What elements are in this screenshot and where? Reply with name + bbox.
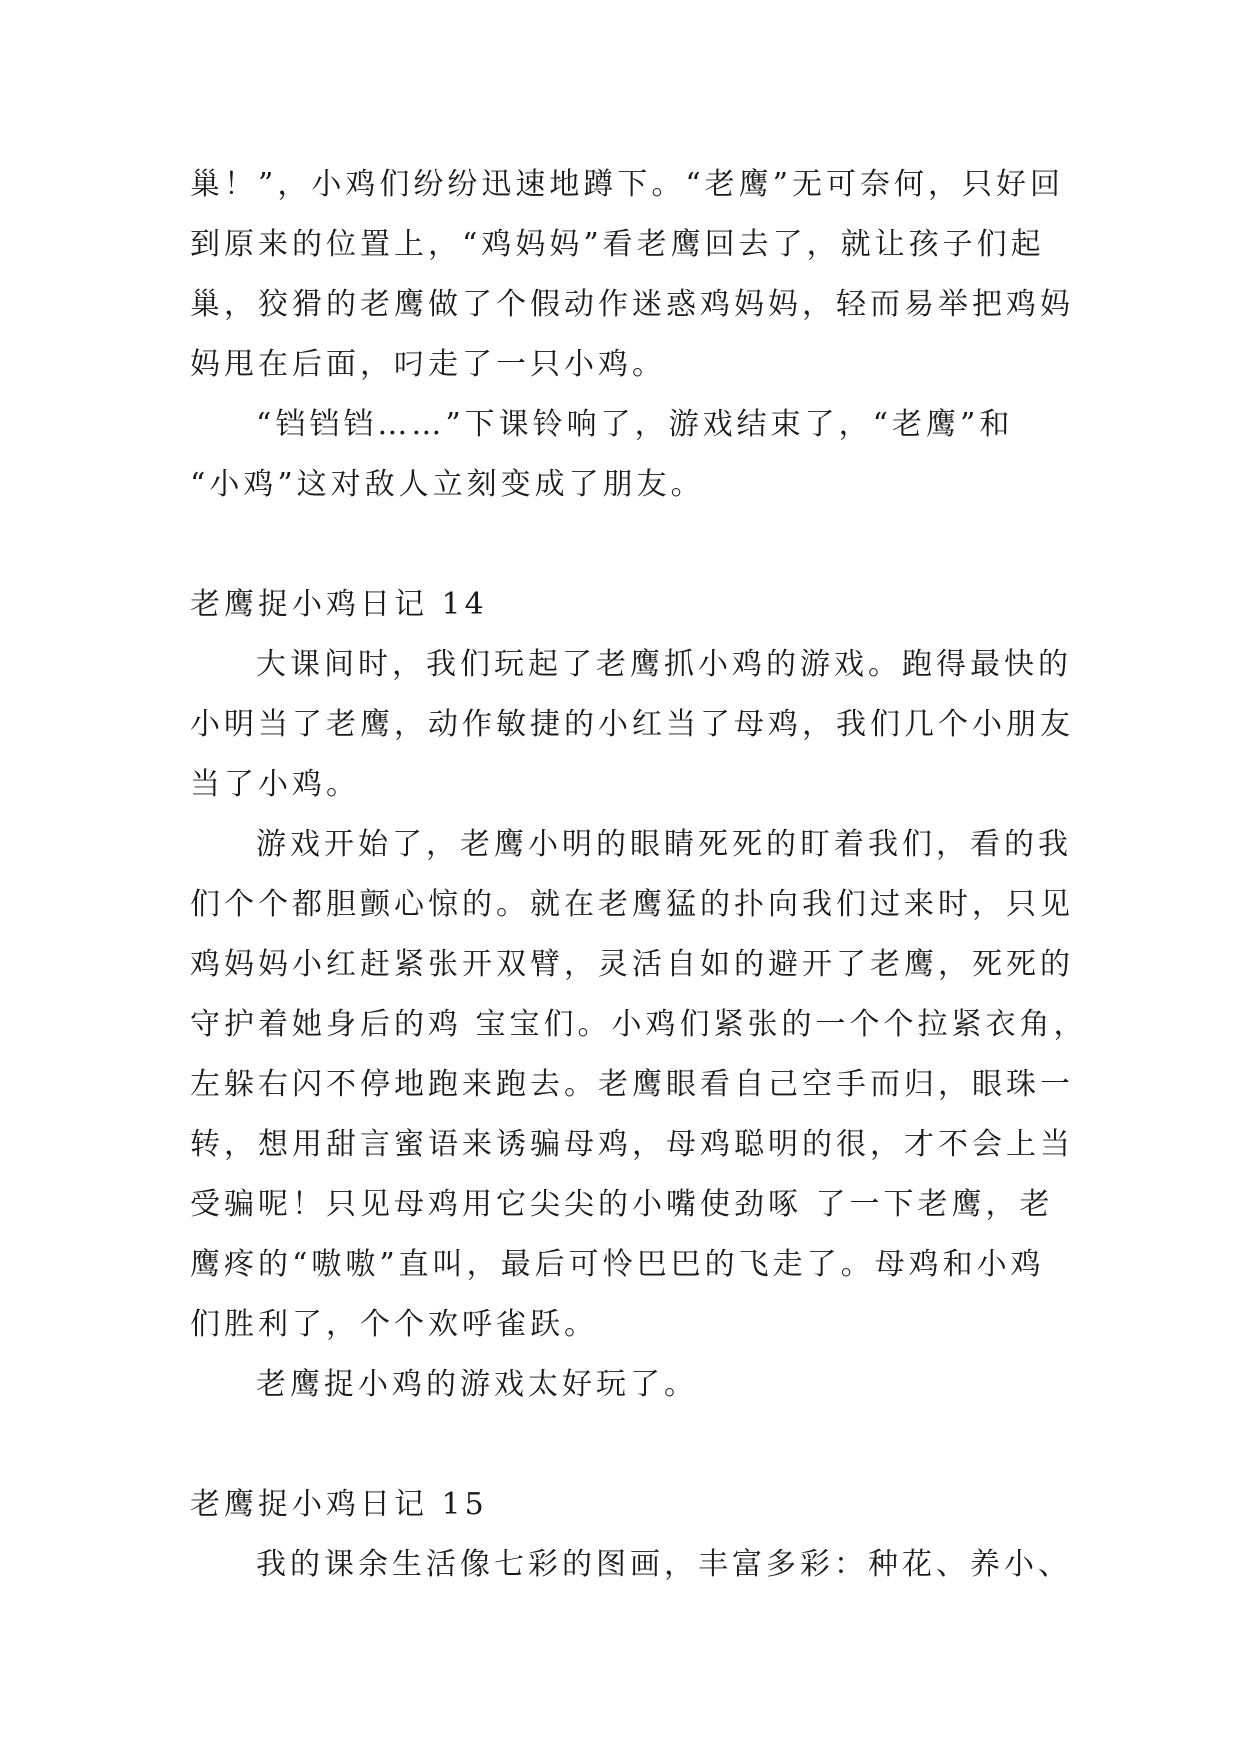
document-page bbox=[190, 155, 1088, 1595]
text-line: 当了小鸡。 bbox=[190, 767, 360, 802]
text-line: 守护着她身后的鸡 宝宝们。小鸡们紧张的一个个拉紧衣角， bbox=[190, 1007, 1088, 1042]
paragraph bbox=[190, 1535, 1072, 1595]
text-line: 大课间时，我们玩起了老鹰抓小鸡的游戏。跑得最快的 bbox=[256, 647, 1072, 682]
text-line: 妈甩在后面，叼走了一只小鸡。 bbox=[190, 347, 666, 382]
text-line: 鸡妈妈小红赶紧张开双臂，灵活自如的避开了老鹰，死死的 bbox=[190, 947, 1074, 982]
text-line: 游戏开始了，老鹰小明的眼睛死死的盯着我们，看的我 bbox=[256, 827, 1072, 862]
text-line: 我的课余生活像七彩的图画，丰富多彩：种花、养小、 bbox=[256, 1547, 1072, 1582]
text-line: 们个个都胆颤心惊的。就在老鹰猛的扑向我们过来时，只见 bbox=[190, 887, 1074, 922]
paragraph bbox=[190, 395, 1050, 515]
text-line: “小鸡”这对敌人立刻变成了朋友。 bbox=[190, 467, 705, 502]
text-line: 老鹰捉小鸡的游戏太好玩了。 bbox=[256, 1367, 698, 1402]
text-line: 到原来的位置上，“鸡妈妈”看老鹰回去了，就让孩子们起 bbox=[190, 227, 1045, 262]
text-line: 左躲右闪不停地跑来跑去。老鹰眼看自己空手而归，眼珠一 bbox=[190, 1067, 1074, 1102]
text-line: 小明当了老鹰，动作敏捷的小红当了母鸡，我们几个小朋友 bbox=[190, 707, 1074, 742]
section-spacer bbox=[190, 1415, 1050, 1475]
paragraph bbox=[190, 1355, 1050, 1415]
text-line: 巢！”，小鸡们纷纷迅速地蹲下。“老鹰”无可奈何，只好回 bbox=[190, 167, 1065, 202]
section-heading: 老鹰捉小鸡日记 15 bbox=[190, 1487, 488, 1522]
paragraph bbox=[190, 635, 1074, 815]
text-line: 鹰疼的“嗷嗷”直叫，最后可怜巴巴的飞走了。母鸡和小鸡 bbox=[190, 1247, 1045, 1282]
text-line: 巢，狡猾的老鹰做了个假动作迷惑鸡妈妈，轻而易举把鸡妈 bbox=[190, 287, 1074, 322]
text-line: 转，想用甜言蜜语来诱骗母鸡，母鸡聪明的很，才不会上当 bbox=[190, 1127, 1074, 1162]
text-line: 受骗呢！只见母鸡用它尖尖的小嘴使劲啄 了一下老鹰，老 bbox=[190, 1187, 1054, 1222]
section-heading: 老鹰捉小鸡日记 14 bbox=[190, 587, 488, 622]
text-line: 们胜利了，个个欢呼雀跃。 bbox=[190, 1307, 598, 1342]
paragraph bbox=[190, 155, 1074, 395]
text-line: “铛铛铛……”下课铃响了，游戏结束了，“老鹰”和 bbox=[256, 407, 1014, 442]
section-spacer bbox=[190, 515, 1050, 575]
paragraph bbox=[190, 815, 1088, 1355]
